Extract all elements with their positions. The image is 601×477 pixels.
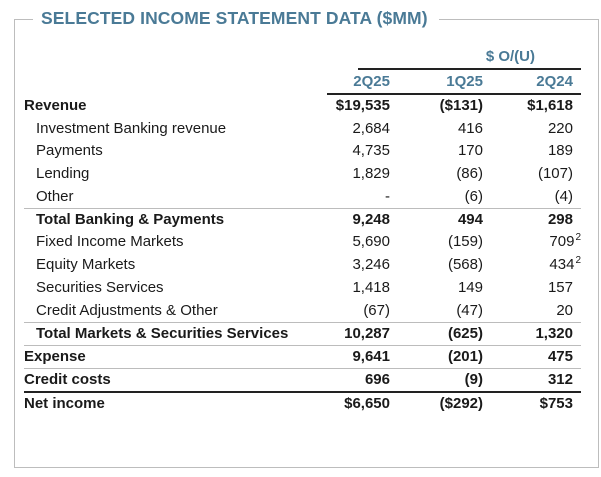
cell-value: 434	[549, 256, 575, 274]
row-label: Revenue	[24, 97, 87, 114]
row-label: Equity Markets	[36, 256, 136, 274]
income-statement-table	[24, 46, 581, 417]
table-row	[24, 254, 581, 277]
cell-value: ($131)	[439, 97, 483, 114]
cell-value: 475	[547, 348, 573, 366]
row-label: Fixed Income Markets	[36, 233, 184, 251]
cell-value: 220	[547, 119, 573, 137]
value-vs-1q25	[458, 277, 483, 300]
cell-value: 1,418	[352, 278, 390, 296]
group-header-label: $ O/(U)	[485, 48, 535, 65]
value-2q25	[352, 231, 390, 254]
table-row	[24, 300, 581, 323]
cell-value: $6,650	[344, 395, 390, 413]
row-label: Credit costs	[24, 371, 111, 389]
cell-value: 1,320	[535, 325, 573, 343]
value-vs-1q25	[448, 323, 483, 346]
value-vs-2q24	[535, 323, 573, 346]
value-vs-1q25	[448, 254, 483, 277]
cell-value: 1,829	[352, 165, 390, 183]
value-2q25	[365, 369, 390, 392]
value-2q25	[363, 300, 390, 323]
footnote-marker: 2	[575, 232, 581, 244]
value-vs-1q25	[440, 95, 483, 118]
value-vs-2q24	[540, 393, 573, 416]
row-label: Credit Adjustments & Other	[36, 301, 218, 319]
cell-value: 709	[549, 233, 575, 251]
value-vs-1q25	[458, 209, 483, 232]
value-vs-1q25	[456, 300, 483, 323]
value-2q25	[344, 323, 390, 346]
value-2q25	[352, 277, 390, 300]
value-vs-2q24	[548, 118, 573, 141]
cell-value: 3,246	[352, 256, 390, 274]
cell-value: 2,684	[352, 119, 390, 137]
row-label: Total Markets & Securities Services	[36, 325, 289, 343]
cell-value: (9)	[464, 371, 483, 389]
table-row	[24, 163, 581, 186]
row-label: Other	[36, 187, 74, 205]
cell-value: (47)	[456, 301, 483, 319]
column-header-2q25: 2Q25	[353, 73, 390, 90]
section-title: SELECTED INCOME STATEMENT DATA ($MM)	[33, 7, 439, 29]
value-vs-2q24	[549, 231, 581, 256]
value-2q25	[344, 393, 390, 416]
cell-value: (159)	[447, 233, 483, 251]
value-vs-2q24	[548, 369, 573, 392]
value-vs-2q24	[527, 95, 573, 118]
cell-value: 298	[547, 211, 573, 229]
cell-value: 494	[457, 211, 483, 229]
value-vs-2q24	[555, 186, 573, 209]
value-2q25	[352, 140, 390, 163]
table-row	[24, 140, 581, 163]
value-2q25	[352, 346, 390, 369]
row-label: Net income	[24, 395, 105, 413]
value-2q25	[385, 186, 390, 209]
cell-value: ($292)	[439, 395, 483, 413]
value-vs-2q24	[548, 140, 573, 163]
cell-value: 696	[364, 371, 390, 389]
value-vs-2q24	[549, 254, 581, 279]
cell-value: 9,248	[352, 211, 390, 229]
value-vs-1q25	[456, 163, 483, 186]
value-vs-2q24	[548, 346, 573, 369]
cell-value: 4,735	[352, 142, 390, 160]
row-label: Investment Banking revenue	[36, 119, 227, 137]
cell-value: 5,690	[352, 233, 390, 251]
value-vs-1q25	[465, 369, 483, 392]
table-row	[24, 345, 581, 368]
table-row	[24, 118, 581, 141]
column-header-row	[24, 68, 581, 93]
value-vs-2q24	[538, 163, 573, 186]
table-row	[24, 208, 581, 231]
table-row	[24, 368, 581, 391]
value-2q25	[352, 163, 390, 186]
footnote-marker: 2	[575, 255, 581, 267]
table-row	[24, 95, 581, 118]
value-vs-2q24	[556, 300, 573, 323]
table-row	[24, 391, 581, 417]
value-vs-1q25	[440, 393, 483, 416]
column-header-2q24: 2Q24	[536, 73, 573, 90]
group-header-row	[24, 46, 581, 68]
table-row	[24, 277, 581, 300]
cell-value: 20	[556, 301, 573, 319]
cell-value: -	[385, 187, 390, 205]
value-vs-2q24	[548, 209, 573, 232]
table-row	[24, 186, 581, 209]
value-vs-1q25	[458, 118, 483, 141]
value-vs-1q25	[448, 346, 483, 369]
cell-value: (6)	[464, 187, 483, 205]
cell-value: (568)	[447, 256, 483, 274]
cell-value: 170	[457, 142, 483, 160]
cell-value: 149	[457, 278, 483, 296]
cell-value: (625)	[447, 325, 483, 343]
value-2q25	[352, 254, 390, 277]
cell-value: (67)	[363, 301, 390, 319]
cell-value: 312	[547, 371, 573, 389]
row-label: Lending	[36, 165, 90, 183]
value-2q25	[352, 118, 390, 141]
cell-value: (86)	[456, 165, 483, 183]
cell-value: (4)	[554, 187, 573, 205]
value-vs-1q25	[458, 140, 483, 163]
row-label: Total Banking & Payments	[36, 211, 225, 229]
value-2q25	[336, 95, 390, 118]
cell-value: 9,641	[352, 348, 390, 366]
table-row	[24, 322, 581, 345]
table-row	[24, 231, 581, 254]
cell-value: 416	[457, 119, 483, 137]
cell-value: (107)	[537, 165, 573, 183]
cell-value: 10,287	[344, 325, 390, 343]
value-vs-1q25	[465, 186, 483, 209]
row-label: Securities Services	[36, 278, 164, 296]
value-vs-2q24	[548, 277, 573, 300]
cell-value: (201)	[447, 348, 483, 366]
row-label: Payments	[36, 142, 103, 160]
value-2q25	[352, 209, 390, 232]
column-header-1q25: 1Q25	[446, 73, 483, 90]
value-vs-1q25	[448, 231, 483, 254]
cell-value: $19,535	[335, 97, 390, 114]
cell-value: 189	[547, 142, 573, 160]
row-label: Expense	[24, 348, 86, 366]
cell-value: $1,618	[527, 97, 573, 114]
cell-value: $753	[539, 395, 573, 413]
cell-value: 157	[547, 278, 573, 296]
